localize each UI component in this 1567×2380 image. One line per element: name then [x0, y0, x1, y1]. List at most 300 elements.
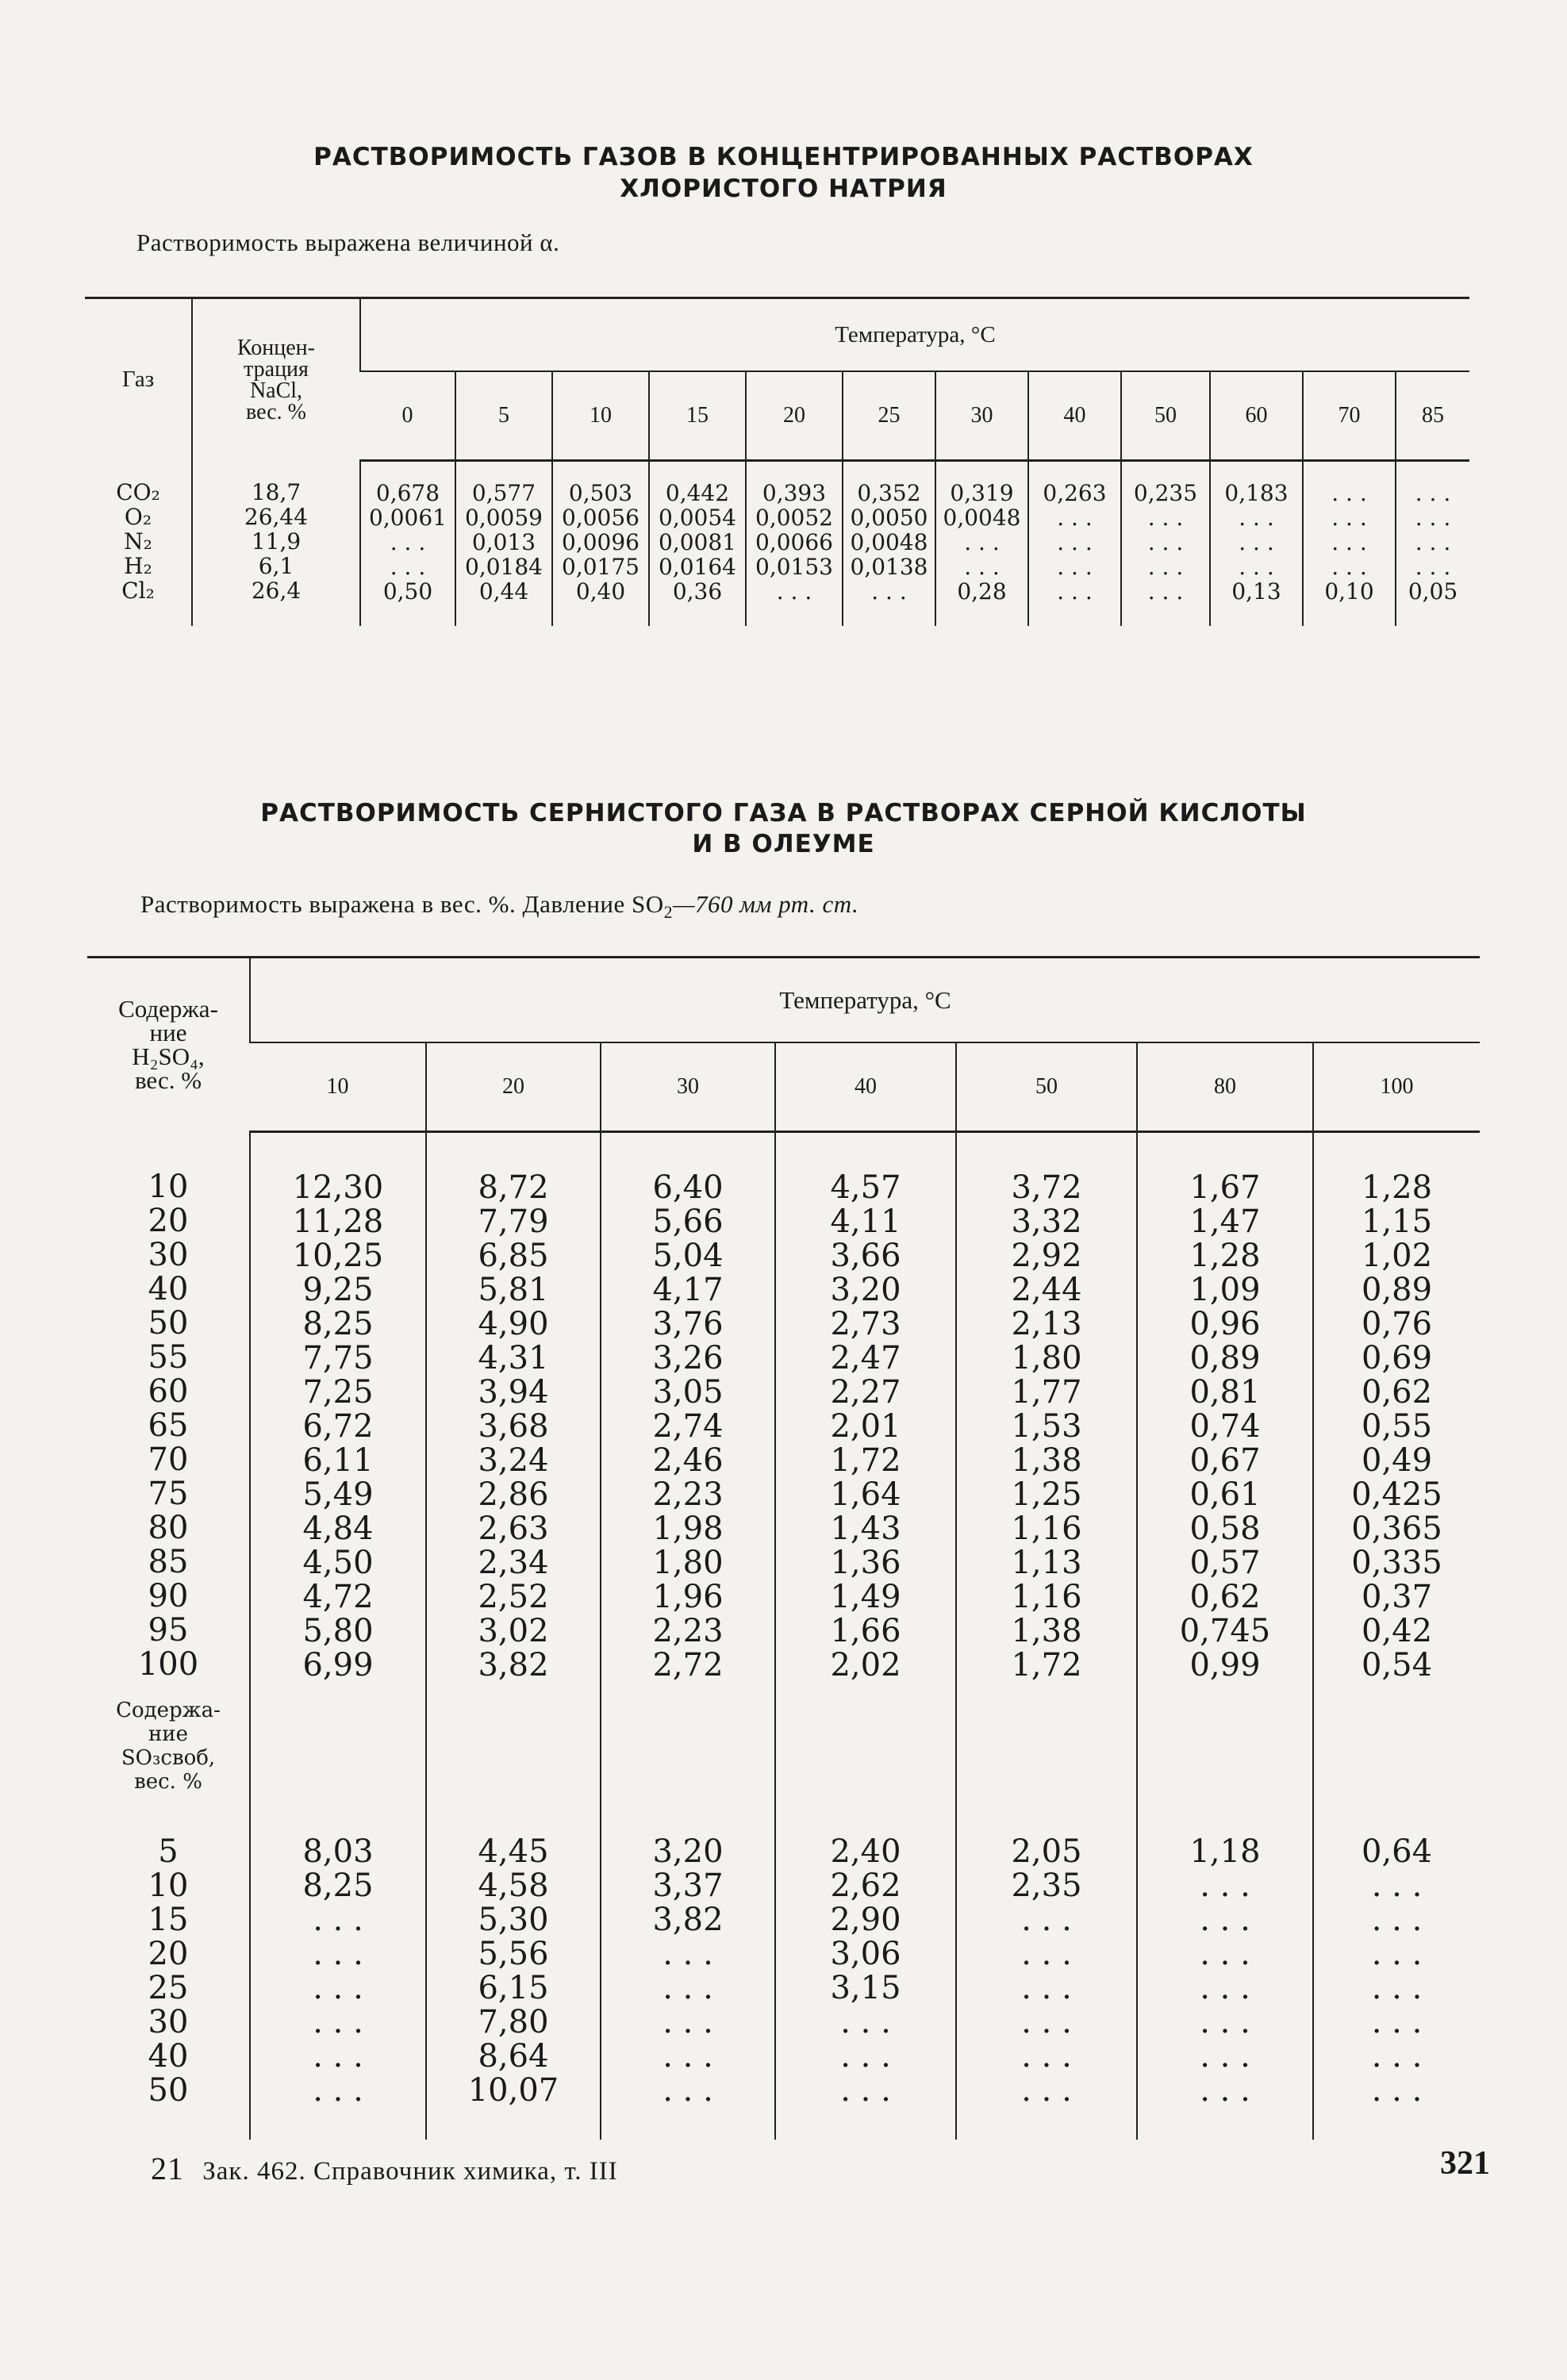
- temp-col-header: 10: [250, 1042, 426, 1132]
- col-nacl-concentration-header: [192, 298, 360, 461]
- temp-col-header: 30: [601, 1042, 775, 1132]
- table-cell: . . .: [1021, 1970, 1072, 2006]
- temperature-header: Температура, °C: [360, 298, 1469, 372]
- so3-content-column: [87, 1835, 250, 2140]
- table-cell: 4,11: [830, 1203, 901, 1240]
- content-header-line4: вес. %: [134, 1066, 202, 1095]
- solubility-column: [935, 461, 1028, 627]
- table-cell: 70: [148, 1441, 189, 1478]
- table-cell: 2,52: [478, 1579, 549, 1615]
- table-cell: 1,16: [1011, 1579, 1082, 1615]
- table-cell: 2,23: [652, 1613, 724, 1649]
- temp-col-header: 50: [956, 1042, 1137, 1132]
- spacer-cell: [426, 1683, 601, 1835]
- table-cell: 0,678: [375, 480, 440, 506]
- table-cell: . . .: [1415, 505, 1451, 531]
- table-cell: 0,319: [950, 480, 1014, 506]
- table-cell: 0,81: [1189, 1374, 1261, 1411]
- spacer-cell: [956, 1683, 1137, 1835]
- table-cell: 3,66: [830, 1238, 901, 1274]
- table-cell: 0,42: [1362, 1613, 1433, 1649]
- table-cell: . . .: [1371, 2004, 1423, 2040]
- table-cell: 55: [148, 1338, 189, 1376]
- temp-col-header: 40: [775, 1042, 956, 1132]
- table-cell: 0,352: [857, 480, 921, 506]
- table-cell: . . .: [313, 2038, 363, 2075]
- table-cell: 0,0175: [562, 554, 639, 580]
- table-cell: 11,28: [292, 1203, 384, 1240]
- table-cell: 25: [148, 1970, 189, 2006]
- temp-col-header: 50: [1121, 371, 1210, 461]
- table-cell: 2,46: [652, 1442, 724, 1479]
- table-cell: 3,05: [652, 1374, 724, 1411]
- table-cell: 0,577: [471, 480, 536, 506]
- conc-header-line4: вес. %: [246, 399, 306, 424]
- table-cell: 3,72: [1011, 1169, 1082, 1206]
- table-cell: 1,43: [830, 1511, 901, 1547]
- solubility-column: [455, 461, 552, 627]
- so3-label-line3: SO₃своб,: [121, 1746, 216, 1770]
- temp-col-header: 70: [1303, 371, 1396, 461]
- oleum-solubility-column: [426, 1835, 601, 2140]
- table-cell: 0,62: [1189, 1579, 1261, 1615]
- table-cell: 0,0054: [659, 505, 736, 531]
- temp-col-header: 15: [649, 371, 746, 461]
- table-cell: 2,73: [830, 1306, 901, 1342]
- table-cell: 20: [148, 1936, 189, 1972]
- table-cell: 0,62: [1362, 1374, 1433, 1411]
- table-cell: 0,49: [1362, 1442, 1433, 1479]
- table-cell: 100: [137, 1645, 199, 1683]
- table-cell: 3,76: [652, 1306, 724, 1342]
- table-cell: . . .: [1057, 505, 1093, 531]
- table-cell: . . .: [1200, 1868, 1250, 1904]
- table-cell: N₂: [124, 528, 152, 555]
- table-cell: 1,18: [1189, 1833, 1261, 1870]
- content-header-line1: Содержа-: [118, 995, 218, 1023]
- table-cell: Cl₂: [121, 577, 155, 604]
- table-cell: 0,0048: [850, 529, 928, 555]
- table-cell: 7,80: [478, 2004, 549, 2040]
- table-cell: 8,25: [302, 1306, 374, 1342]
- oleum-solubility-column: [1137, 1835, 1313, 2140]
- table-cell: 4,58: [478, 1868, 549, 1904]
- table-cell: 5,66: [652, 1203, 724, 1240]
- table-cell: 0,58: [1189, 1511, 1261, 1547]
- table-cell: 3,32: [1011, 1203, 1082, 1240]
- temp-col-header: 85: [1396, 371, 1469, 461]
- solubility-column: [1028, 461, 1121, 627]
- table-cell: . . .: [1021, 1902, 1072, 1938]
- table-cell: 9,25: [302, 1272, 374, 1308]
- table-cell: . . .: [1331, 529, 1367, 555]
- table-cell: 0,0138: [850, 554, 928, 580]
- oleum-solubility-column: [601, 1835, 775, 2140]
- table-cell: 0,263: [1043, 480, 1107, 506]
- h2so4-content-column: [87, 1132, 250, 1683]
- table-cell: 0,61: [1189, 1476, 1261, 1513]
- table-cell: 3,15: [830, 1970, 901, 2006]
- table-cell: . . .: [1371, 1970, 1423, 2006]
- table-cell: 10: [148, 1868, 189, 1904]
- table-cell: 30: [148, 2004, 189, 2040]
- table-cell: 3,82: [478, 1647, 549, 1683]
- table-cell: 1,16: [1011, 1511, 1082, 1547]
- table-cell: . . .: [313, 2004, 363, 2040]
- conc-header-line2: трация: [244, 356, 309, 382]
- table-cell: 2,62: [830, 1868, 901, 1904]
- table-cell: H₂: [124, 552, 152, 579]
- temp-col-header: 25: [843, 371, 935, 461]
- table-cell: . . .: [1147, 505, 1184, 531]
- table-cell: 12,30: [292, 1169, 384, 1206]
- table-cell: . . .: [663, 2038, 713, 2075]
- table-cell: 0,0048: [943, 505, 1021, 531]
- table-cell: 8,03: [302, 1833, 374, 1870]
- table2-note: [140, 890, 858, 923]
- table-cell: 8,64: [478, 2038, 549, 2075]
- table-cell: 6,40: [652, 1169, 724, 1206]
- so2-solubility-column: [250, 1132, 426, 1683]
- table-cell: 5: [158, 1833, 179, 1870]
- gas-column: [85, 461, 192, 627]
- table-cell: 1,09: [1189, 1272, 1261, 1308]
- table-cell: 8,25: [302, 1868, 374, 1904]
- table-cell: 1,72: [830, 1442, 901, 1479]
- oleum-solubility-column: [956, 1835, 1137, 2140]
- table-cell: 6,15: [478, 1970, 549, 2006]
- table-cell: 7,79: [478, 1203, 549, 1240]
- so3-label-line1: Содержа-: [116, 1699, 221, 1722]
- table-cell: . . .: [313, 1936, 363, 1972]
- table-cell: 4,57: [830, 1169, 901, 1206]
- table-cell: 0,74: [1189, 1408, 1261, 1445]
- table-cell: 3,24: [478, 1442, 549, 1479]
- table-cell: . . .: [1057, 529, 1093, 555]
- note-text: Растворимость выражена в вес. %. Давление SO: [140, 890, 664, 918]
- table-cell: . . .: [776, 578, 812, 605]
- table-cell: . . .: [1331, 505, 1367, 531]
- table-cell: 0,40: [575, 578, 626, 605]
- table-cell: . . .: [1021, 2038, 1072, 2075]
- spacer-cell: [601, 1683, 775, 1835]
- table-cell: 7,25: [302, 1374, 374, 1411]
- table-cell: 5,56: [478, 1936, 549, 1972]
- table-cell: 1,25: [1011, 1476, 1082, 1513]
- table-cell: 5,49: [302, 1476, 374, 1513]
- table-cell: 80: [148, 1509, 189, 1546]
- temp-col-header: 0: [360, 371, 455, 461]
- table-cell: 0,183: [1224, 480, 1289, 506]
- table-cell: . . .: [1200, 2004, 1250, 2040]
- table-cell: 0,0056: [562, 505, 639, 531]
- table-cell: 6,72: [302, 1408, 374, 1445]
- table-cell: . . .: [871, 578, 907, 605]
- table-cell: . . .: [1147, 554, 1184, 580]
- table-cell: . . .: [1147, 578, 1184, 605]
- table-cell: 0,0052: [755, 505, 833, 531]
- temp-col-header: 30: [935, 371, 1028, 461]
- table-cell: 4,31: [478, 1340, 549, 1376]
- table-cell: O₂: [124, 503, 152, 530]
- table-cell: 85: [148, 1543, 189, 1580]
- so2-solubility-table: [87, 956, 1480, 2140]
- table-cell: . . .: [663, 2072, 713, 2109]
- table-cell: 1,98: [652, 1511, 724, 1547]
- table-cell: 40: [148, 2038, 189, 2075]
- solubility-column: [1396, 461, 1469, 627]
- table-cell: . . .: [1331, 554, 1367, 580]
- table-cell: . . .: [1371, 2038, 1423, 2075]
- table-cell: 50: [148, 2072, 189, 2109]
- table-cell: 0,745: [1179, 1613, 1271, 1649]
- oleum-solubility-column: [1313, 1835, 1480, 2140]
- solubility-column: [1121, 461, 1210, 627]
- table-cell: 4,45: [478, 1833, 549, 1870]
- concentration-column: [192, 461, 360, 627]
- table-cell: 2,90: [830, 1902, 901, 1938]
- solubility-column: [649, 461, 746, 627]
- temperature-header: Температура, °C: [250, 958, 1480, 1043]
- table-cell: 1,77: [1011, 1374, 1082, 1411]
- table-cell: 2,01: [830, 1408, 901, 1445]
- table-cell: 10: [148, 1168, 189, 1205]
- table-cell: 0,36: [672, 578, 723, 605]
- so2-solubility-column: [1137, 1132, 1313, 1683]
- table1-title-line2: ХЛОРИСТОГО НАТРИЯ: [620, 175, 947, 203]
- table-cell: 3,37: [652, 1868, 724, 1904]
- so3-label-line2: ние: [148, 1722, 189, 1746]
- table-cell: 2,34: [478, 1545, 549, 1581]
- table-cell: . . .: [313, 1902, 363, 1938]
- table-cell: 0,393: [762, 480, 827, 506]
- table-cell: . . .: [1200, 1970, 1250, 2006]
- table-cell: . . .: [1331, 480, 1367, 506]
- table-cell: 4,84: [302, 1511, 374, 1547]
- table-cell: 0,0081: [659, 529, 736, 555]
- table-cell: . . .: [390, 529, 426, 555]
- table-cell: 40: [148, 1270, 189, 1307]
- table-cell: 1,15: [1362, 1203, 1433, 1240]
- table-cell: 0,69: [1362, 1340, 1433, 1376]
- table-cell: 3,20: [652, 1833, 724, 1870]
- table-cell: 2,86: [478, 1476, 549, 1513]
- table-cell: 1,64: [830, 1476, 901, 1513]
- table-cell: 10,25: [292, 1238, 384, 1274]
- table-cell: 2,44: [1011, 1272, 1082, 1308]
- col-h2so4-content-header: [87, 958, 250, 1132]
- signature-number: 21: [151, 2151, 184, 2186]
- table-cell: 2,47: [830, 1340, 901, 1376]
- table-cell: 1,38: [1011, 1613, 1082, 1649]
- temp-col-header: 20: [746, 371, 843, 461]
- table-cell: 4,72: [302, 1579, 374, 1615]
- solubility-column: [1303, 461, 1396, 627]
- table-cell: . . .: [1200, 2038, 1250, 2075]
- table-cell: 0,57: [1189, 1545, 1261, 1581]
- table-cell: 0,013: [471, 529, 536, 555]
- temp-col-header: 20: [426, 1042, 601, 1132]
- table-cell: 1,36: [830, 1545, 901, 1581]
- temp-col-header: 60: [1210, 371, 1303, 461]
- table-cell: 2,02: [830, 1647, 901, 1683]
- table-cell: 0,67: [1189, 1442, 1261, 1479]
- table-cell: 0,37: [1362, 1579, 1433, 1615]
- table-cell: 0,13: [1231, 578, 1281, 605]
- so2-solubility-column: [601, 1132, 775, 1683]
- table-cell: . . .: [1200, 1902, 1250, 1938]
- table-cell: . . .: [1371, 1868, 1423, 1904]
- table-cell: . . .: [1200, 2072, 1250, 2109]
- table-cell: 20: [148, 1202, 189, 1239]
- table-cell: 0,10: [1324, 578, 1374, 605]
- so3-label-line4: вес. %: [134, 1770, 202, 1794]
- table-cell: 0,99: [1189, 1647, 1261, 1683]
- table-cell: 6,11: [302, 1442, 374, 1479]
- table-cell: . . .: [1239, 529, 1274, 555]
- table-cell: . . .: [1415, 480, 1451, 506]
- solubility-column: [746, 461, 843, 627]
- table-cell: 2,35: [1011, 1868, 1082, 1904]
- table-cell: 0,89: [1189, 1340, 1261, 1376]
- conc-header-line1: Концен-: [237, 335, 315, 360]
- spacer-cell: [1313, 1683, 1480, 1835]
- table-cell: 1,80: [1011, 1340, 1082, 1376]
- temp-col-header: 100: [1313, 1042, 1480, 1132]
- table2-title-line1: РАСТВОРИМОСТЬ СЕРНИСТОГО ГАЗА В РАСТВОРАХ СЕРНОЙ КИСЛОТЫ: [260, 799, 1307, 827]
- so2-solubility-column: [956, 1132, 1137, 1683]
- table-cell: 5,80: [302, 1613, 374, 1649]
- table-cell: 4,50: [302, 1545, 374, 1581]
- so2-solubility-column: [426, 1132, 601, 1683]
- table-cell: . . .: [1057, 554, 1093, 580]
- conc-header-line3: NaCl,: [249, 378, 303, 403]
- table-cell: 3,02: [478, 1613, 549, 1649]
- table-cell: 8,72: [478, 1169, 549, 1206]
- table-cell: 0,0061: [369, 505, 447, 531]
- table-cell: 95: [148, 1611, 189, 1649]
- temp-col-header: 40: [1028, 371, 1121, 461]
- table-cell: CO₂: [116, 478, 160, 505]
- table-cell: 65: [148, 1407, 189, 1444]
- temp-col-header: 10: [552, 371, 649, 461]
- table-cell: 3,20: [830, 1272, 901, 1308]
- table-cell: 4,17: [652, 1272, 724, 1308]
- spacer-cell: [250, 1683, 426, 1835]
- table-cell: 0,365: [1351, 1511, 1442, 1547]
- table-cell: . . .: [840, 2004, 891, 2040]
- table-cell: 0,0066: [755, 529, 833, 555]
- table-cell: 1,47: [1189, 1203, 1261, 1240]
- table-cell: 2,92: [1011, 1238, 1082, 1274]
- temp-col-header: 5: [455, 371, 552, 461]
- table-cell: . . .: [390, 554, 426, 580]
- table-cell: . . .: [1415, 529, 1451, 555]
- table-cell: 90: [148, 1577, 189, 1614]
- table-cell: 0,235: [1133, 480, 1198, 506]
- oleum-solubility-column: [775, 1835, 956, 2140]
- table-cell: 26,4: [251, 577, 301, 604]
- table-cell: 2,13: [1011, 1306, 1082, 1342]
- table2-title-line2: И В ОЛЕУМЕ: [692, 830, 875, 858]
- table-cell: . . .: [1371, 2072, 1423, 2109]
- table-cell: 2,40: [830, 1833, 901, 1870]
- table-cell: . . .: [964, 554, 1000, 580]
- so3-content-label: [87, 1683, 250, 1835]
- table-cell: 18,7: [251, 478, 301, 505]
- table-cell: . . .: [1057, 578, 1093, 605]
- table-cell: 1,67: [1189, 1169, 1261, 1206]
- table-cell: . . .: [1021, 1936, 1072, 1972]
- table-cell: 0,425: [1351, 1476, 1442, 1513]
- table-cell: . . .: [1239, 554, 1274, 580]
- table-cell: 2,63: [478, 1511, 549, 1547]
- table-cell: 15: [148, 1902, 189, 1938]
- solubility-column: [843, 461, 935, 627]
- note-text-suffix: —760 мм рт. ст.: [672, 890, 859, 918]
- table-cell: 2,05: [1011, 1833, 1082, 1870]
- table-cell: 6,1: [258, 552, 294, 579]
- table-cell: . . .: [1021, 2072, 1072, 2109]
- col-gas-header: Газ: [85, 298, 192, 461]
- oleum-solubility-column: [250, 1835, 426, 2140]
- table-cell: . . .: [840, 2072, 891, 2109]
- table-cell: 1,66: [830, 1613, 901, 1649]
- table-cell: . . .: [663, 2004, 713, 2040]
- table-cell: 3,26: [652, 1340, 724, 1376]
- table-cell: 0,442: [665, 480, 730, 506]
- table-cell: . . .: [1239, 505, 1274, 531]
- table-cell: 1,38: [1011, 1442, 1082, 1479]
- table-cell: . . .: [1147, 529, 1184, 555]
- table-cell: 6,85: [478, 1238, 549, 1274]
- content-header-line3: H₂SO₄,: [132, 1042, 205, 1071]
- so2-solubility-column: [775, 1132, 956, 1683]
- table-cell: 10,07: [467, 2072, 559, 2109]
- table-cell: 0,64: [1362, 1833, 1433, 1870]
- table-cell: 0,0164: [659, 554, 736, 580]
- table-cell: 0,503: [568, 480, 633, 506]
- table-cell: 26,44: [244, 503, 309, 530]
- table-cell: 0,0059: [465, 505, 543, 531]
- table-cell: 3,82: [652, 1902, 724, 1938]
- table-cell: 5,81: [478, 1272, 549, 1308]
- table-cell: 3,94: [478, 1374, 549, 1411]
- table-cell: 0,0153: [755, 554, 833, 580]
- solubility-column: [552, 461, 649, 627]
- table-cell: 1,80: [652, 1545, 724, 1581]
- table-cell: 60: [148, 1372, 189, 1410]
- table-cell: 2,74: [652, 1408, 724, 1445]
- gas-solubility-nacl-table: [85, 297, 1469, 626]
- so2-solubility-column: [1313, 1132, 1480, 1683]
- table-cell: . . .: [313, 1970, 363, 2006]
- table-cell: 0,0096: [562, 529, 639, 555]
- table-cell: 0,335: [1351, 1545, 1442, 1581]
- table-cell: 0,44: [478, 578, 529, 605]
- solubility-column: [360, 461, 455, 627]
- table-cell: . . .: [840, 2038, 891, 2075]
- table-cell: . . .: [1371, 1902, 1423, 1938]
- table-cell: 75: [148, 1475, 189, 1512]
- table-cell: 1,96: [652, 1579, 724, 1615]
- table-cell: . . .: [663, 1970, 713, 2006]
- table-cell: 0,55: [1362, 1408, 1433, 1445]
- table-cell: 0,0184: [465, 554, 543, 580]
- table-cell: 1,28: [1189, 1238, 1261, 1274]
- spacer-cell: [775, 1683, 956, 1835]
- table-cell: 1,49: [830, 1579, 901, 1615]
